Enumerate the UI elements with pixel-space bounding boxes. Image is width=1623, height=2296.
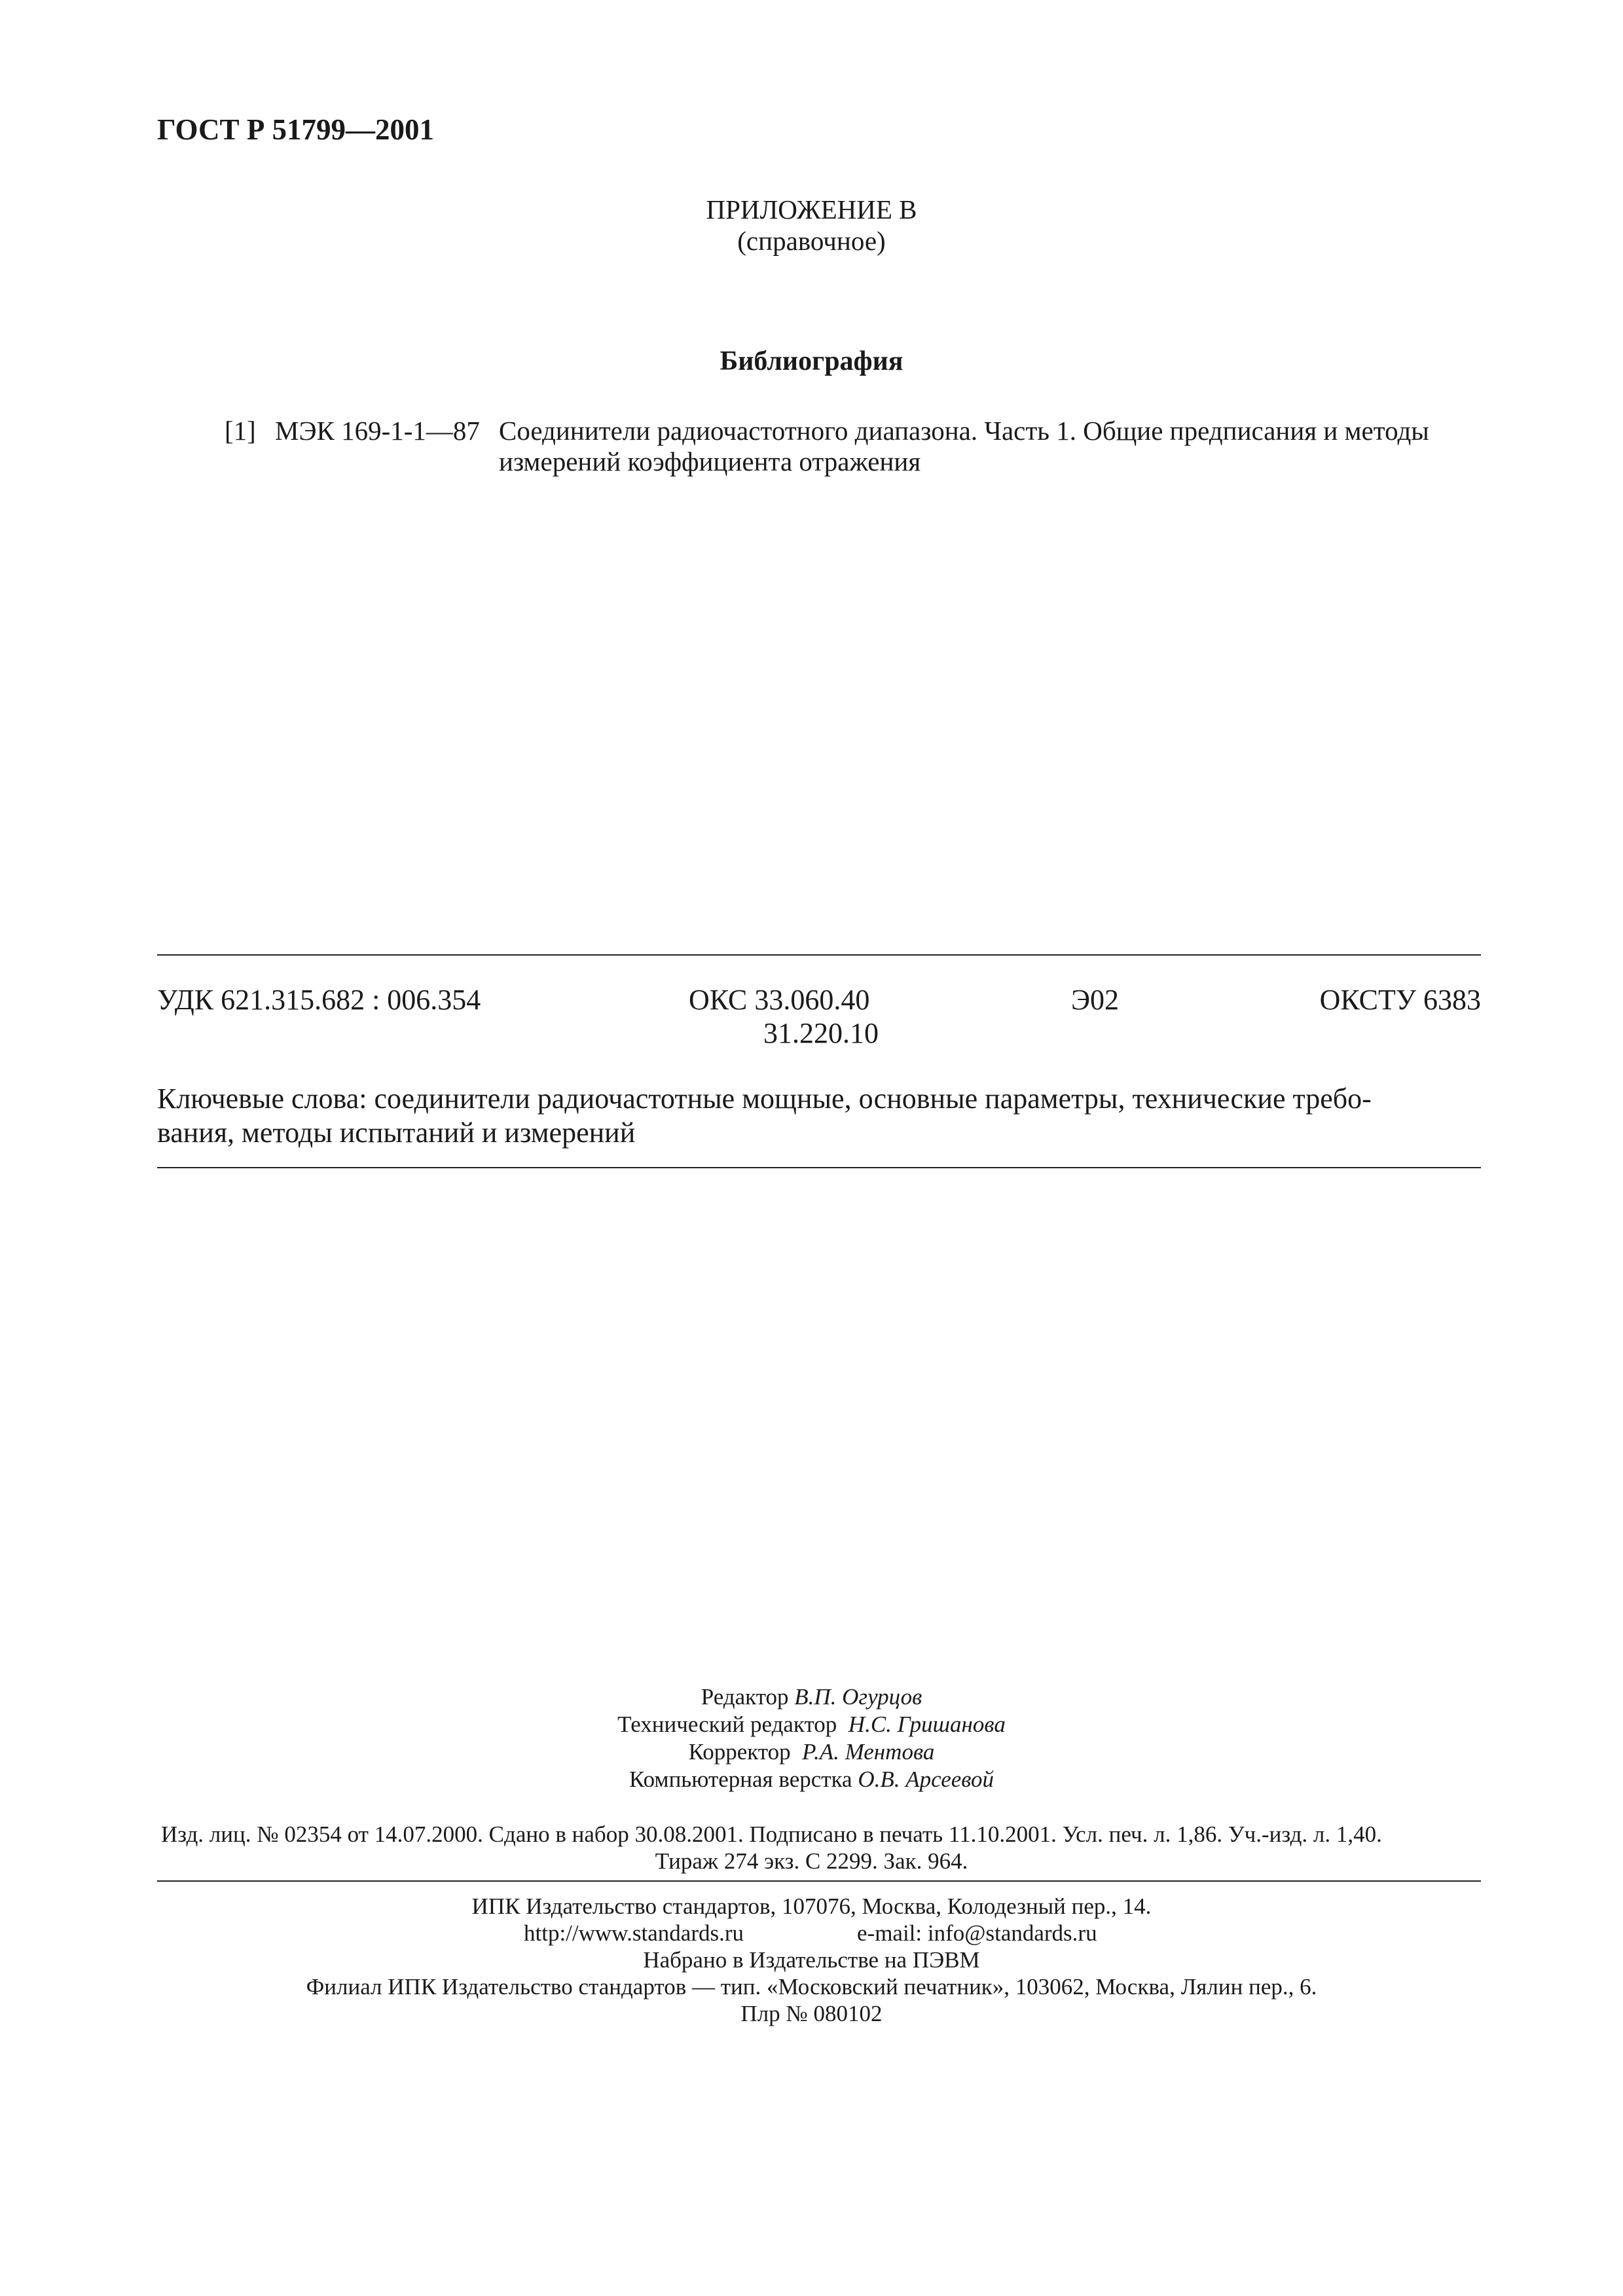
group-code: Э02 xyxy=(1071,984,1120,1016)
credit-role: Компьютерная верстка xyxy=(629,1767,852,1792)
appendix-title: ПРИЛОЖЕНИЕ В xyxy=(706,194,917,224)
credit-name: В.П. Огурцов xyxy=(794,1684,922,1710)
publisher-url: http://www.standards.ru xyxy=(524,1920,744,1946)
imprint-line-1: Изд. лиц. № 02354 от 14.07.2000. Сдано в набор 30.08.2001. Подписано в печать 11.10.2001. Усл. печ. л. 1,86. Уч.-изд. л. 1,40. xyxy=(161,1821,1382,1847)
okstu-code: ОКСТУ 6383 xyxy=(1319,984,1481,1016)
udk-code: УДК 621.315.682 : 006.354 xyxy=(157,984,481,1016)
bibliography-item-number: [1] xyxy=(225,416,256,446)
keywords-line-2: вания, методы испытаний и измерений xyxy=(157,1117,636,1149)
publisher-license: Плр № 080102 xyxy=(740,2001,883,2026)
credit-editor xyxy=(0,1684,1623,1710)
credit-name: О.В. Арсеевой xyxy=(858,1767,994,1792)
credit-role: Корректор xyxy=(688,1739,791,1765)
credit-role: Редактор xyxy=(701,1684,789,1710)
credit-role: Технический редактор xyxy=(617,1712,837,1737)
imprint-line-2: Тираж 274 экз. С 2299. Зак. 964. xyxy=(655,1848,968,1874)
publisher-address: ИПК Издательство стандартов, 107076, Москва, Колодезный пер., 14. xyxy=(471,1893,1152,1919)
credit-name: Н.С. Гришанова xyxy=(848,1712,1006,1737)
bibliography-item-text-line-2: измерений коэффициента отражения xyxy=(499,446,921,476)
publisher-email: e-mail: info@standards.ru xyxy=(857,1920,1097,1946)
credit-layout xyxy=(0,1767,1623,1793)
oks-code-2: 31.220.10 xyxy=(763,1017,879,1049)
credit-technical-editor xyxy=(0,1712,1623,1738)
credit-name: Р.А. Ментова xyxy=(802,1739,935,1765)
document-code: ГОСТ Р 51799—2001 xyxy=(157,113,435,146)
bibliography-item-text-line-1: Соединители радиочастотного диапазона. Часть 1. Общие предписания и методы xyxy=(499,416,1429,446)
top-divider xyxy=(157,954,1481,956)
appendix-subtitle: (справочное) xyxy=(737,226,886,256)
bottom-divider xyxy=(157,1167,1481,1168)
keywords-line-1: Ключевые слова: соединители радиочастотные мощные, основные параметры, технические требо- xyxy=(157,1083,1372,1115)
footer-divider xyxy=(157,1880,1481,1882)
oks-code-1: ОКС 33.060.40 xyxy=(689,984,870,1016)
publisher-typeset-note: Набрано в Издательстве на ПЭВМ xyxy=(643,1947,980,1973)
publisher-branch: Филиал ИПК Издательство стандартов — тип. «Московский печатник», 103062, Москва, Лялин пер., 6. xyxy=(306,1974,1317,2000)
bibliography-title: Библиография xyxy=(720,346,903,376)
credit-proofreader xyxy=(0,1739,1623,1765)
bibliography-item-reference: МЭК 169-1-1—87 xyxy=(275,416,480,446)
